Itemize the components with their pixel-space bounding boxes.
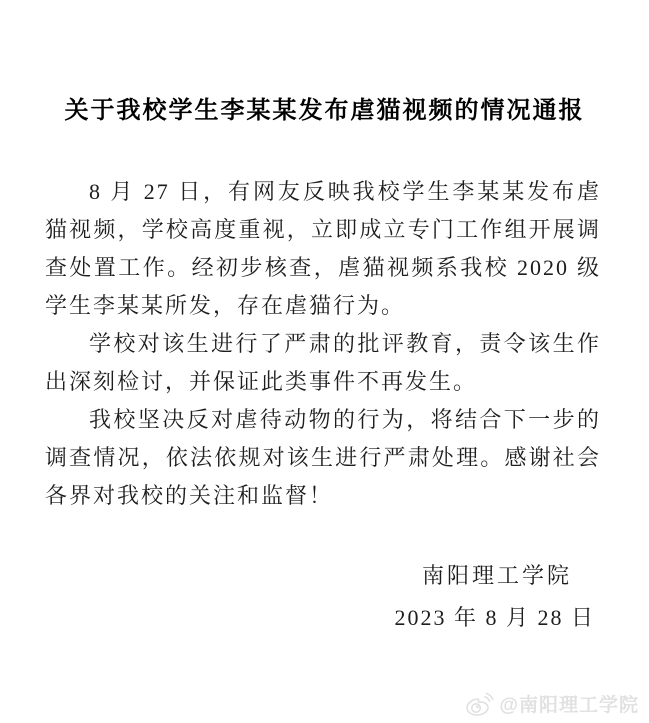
watermark-text: @南阳理工学院 xyxy=(499,695,639,716)
watermark xyxy=(465,690,639,717)
notice-paragraph-2: 学校对该生进行了严肃的批评教育，责令该生作出深刻检讨，并保证此类事件不再发生。 xyxy=(45,331,601,394)
page-title: 关于我校学生李某某发布虐猫视频的情况通报 xyxy=(64,97,585,124)
notice-paragraph-1: 8 月 27 日，有网友反映我校学生李某某发布虐猫视频，学校高度重视，立即成立专门工作组开展调查处置工作。经初步核查，虐猫视频系我校 2020 级学生李某某所发，存在虐猫行为。 xyxy=(45,179,601,318)
notice-paragraph-3: 我校坚决反对虐待动物的行为，将结合下一步的调查情况，依法依规对该生进行严肃处理。感谢社会各界对我校的关注和监督！ xyxy=(45,407,601,508)
signature-date: 2023 年 8 月 28 日 xyxy=(394,605,595,630)
notice-body xyxy=(0,173,649,515)
signature-block xyxy=(0,555,649,639)
weibo-icon xyxy=(465,691,495,717)
signature-org: 南阳理工学院 xyxy=(421,563,572,588)
